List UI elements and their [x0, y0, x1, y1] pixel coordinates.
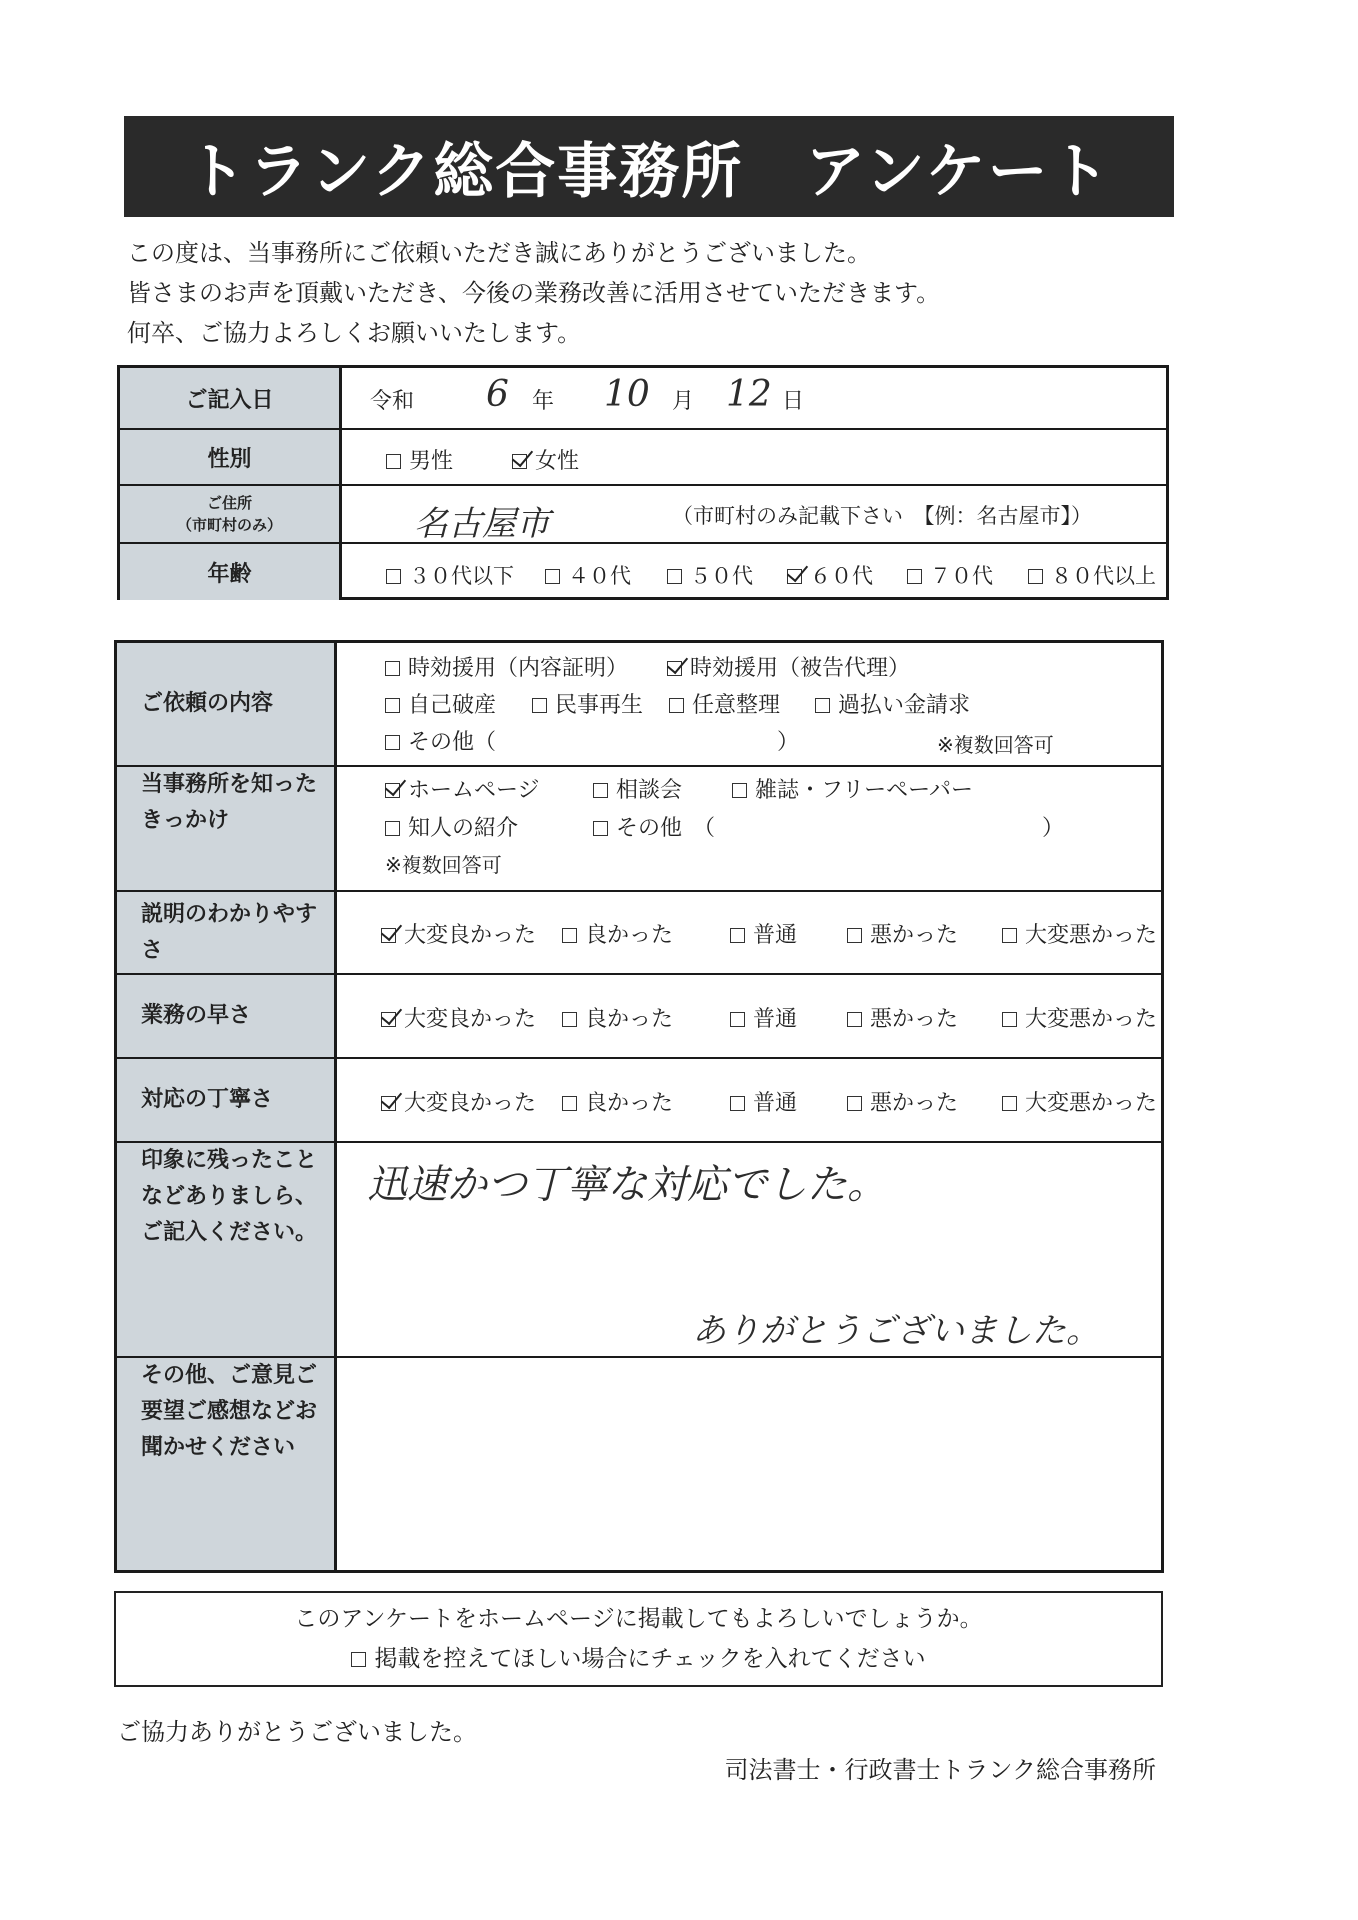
rating-option[interactable]: 悪かった [847, 918, 958, 949]
rating-option[interactable]: 普通 [730, 1086, 797, 1117]
age-option[interactable]: ５０代 [667, 560, 753, 590]
age-option[interactable]: ４０代 [545, 560, 631, 590]
source-option[interactable]: 知人の紹介 [385, 811, 518, 842]
checkbox-icon[interactable] [385, 821, 400, 836]
checkbox-checked-icon[interactable] [381, 928, 396, 943]
other-row [117, 1358, 1161, 1570]
age-row [120, 544, 1166, 600]
source-row [117, 767, 1161, 892]
checkbox-icon[interactable] [385, 698, 400, 713]
checkbox-checked-icon[interactable] [381, 1096, 396, 1111]
address-row [120, 486, 1166, 544]
other-label: その他、ご意見ご 要望ご感想などお 聞かせください [117, 1358, 337, 1570]
request-option[interactable]: 自己破産 [385, 688, 496, 719]
rating-option[interactable]: 大変悪かった [1002, 1086, 1157, 1117]
checkbox-icon[interactable] [562, 928, 577, 943]
checkbox-icon[interactable] [847, 1012, 862, 1027]
rating-row-speed [117, 975, 1161, 1059]
checkbox-icon[interactable] [732, 783, 747, 798]
checkbox-icon[interactable] [1002, 1012, 1017, 1027]
checkbox-icon[interactable] [1028, 569, 1043, 584]
rating-row-courtesy [117, 1059, 1161, 1143]
checkbox-icon[interactable] [815, 698, 830, 713]
source-option-other[interactable]: その他 （ [593, 811, 715, 842]
checkbox-icon[interactable] [593, 783, 608, 798]
rating-option[interactable]: 大変良かった [381, 918, 536, 949]
checkbox-icon[interactable] [385, 661, 400, 676]
checkbox-icon[interactable] [532, 698, 547, 713]
request-option-other[interactable]: その他（ [385, 725, 496, 756]
rating-label: 説明のわかりやす さ [117, 892, 337, 973]
checkbox-checked-icon[interactable] [787, 569, 802, 584]
rating-option[interactable]: 良かった [562, 1002, 673, 1033]
age-option[interactable]: ６０代 [787, 560, 873, 590]
request-option[interactable]: 時効援用（内容証明） [385, 651, 628, 682]
rating-option[interactable]: 大変良かった [381, 1086, 536, 1117]
age-option[interactable]: ８０代以上 [1028, 560, 1156, 590]
impression-handwritten: 迅速かつ丁寧な対応でした。 [367, 1162, 887, 1208]
gender-option-male[interactable]: 男性 [386, 444, 453, 475]
checkbox-checked-icon[interactable] [512, 454, 527, 469]
checkbox-icon[interactable] [730, 1012, 745, 1027]
other-textarea[interactable] [337, 1358, 1161, 1570]
source-option[interactable]: ホームページ [385, 773, 540, 804]
source-close-paren: ） [1042, 816, 1065, 841]
gender-option-female[interactable]: 女性 [512, 444, 579, 475]
survey-title: トランク総合事務所 アンケート [124, 116, 1174, 217]
publish-notice [114, 1591, 1163, 1687]
year-value[interactable]: 6 [486, 374, 509, 415]
checkbox-icon[interactable] [386, 569, 401, 584]
age-option[interactable]: ７０代 [907, 560, 993, 590]
checkbox-icon[interactable] [847, 1096, 862, 1111]
rating-option[interactable]: 大変悪かった [1002, 1002, 1157, 1033]
request-option[interactable]: 民事再生 [532, 688, 643, 719]
rating-row-explanation [117, 892, 1161, 975]
rating-option[interactable]: 普通 [730, 1002, 797, 1033]
request-note: ※複数回答可 [937, 733, 1054, 757]
impression-row [117, 1143, 1161, 1358]
rating-label: 対応の丁寧さ [117, 1059, 337, 1141]
office-name: 司法書士・行政書士トランク総合事務所 [724, 1756, 1156, 1784]
date-label: ご記入日 [120, 368, 342, 428]
day-unit: 日 [782, 389, 805, 414]
day-value[interactable]: 12 [726, 374, 772, 415]
address-label: ご住所 （市町村のみ） [120, 486, 342, 542]
gender-row [120, 430, 1166, 486]
impression-label: 印象に残ったこと などありましら、 ご記入ください。 [117, 1143, 337, 1356]
impression-handwritten-thanks: ありがとうございました。 [692, 1311, 1100, 1351]
checkbox-icon[interactable] [351, 1652, 366, 1667]
age-option[interactable]: ３０代以下 [386, 560, 514, 590]
month-unit: 月 [672, 389, 695, 414]
checkbox-icon[interactable] [1002, 928, 1017, 943]
checkbox-checked-icon[interactable] [667, 661, 682, 676]
source-option[interactable]: 相談会 [593, 773, 682, 804]
request-option[interactable]: 過払い金請求 [815, 688, 970, 719]
basic-info-form [117, 365, 1169, 600]
checkbox-checked-icon[interactable] [385, 783, 400, 798]
date-row [120, 368, 1166, 430]
checkbox-icon[interactable] [667, 569, 682, 584]
source-label: 当事務所を知った きっかけ [117, 767, 337, 890]
rating-option[interactable]: 良かった [562, 918, 673, 949]
rating-option[interactable]: 普通 [730, 918, 797, 949]
checkbox-icon[interactable] [562, 1012, 577, 1027]
year-unit: 年 [532, 389, 555, 414]
survey-form [114, 640, 1164, 1573]
source-option[interactable]: 雑誌・フリーペーパー [732, 773, 973, 804]
impression-textarea[interactable] [337, 1143, 1161, 1356]
rating-option[interactable]: 良かった [562, 1086, 673, 1117]
checkbox-icon[interactable] [385, 735, 400, 750]
closing-text: ご協力ありがとうございました。 [117, 1718, 477, 1746]
checkbox-icon[interactable] [562, 1096, 577, 1111]
age-label: 年齢 [120, 544, 342, 600]
checkbox-checked-icon[interactable] [381, 1012, 396, 1027]
request-option[interactable]: 時効援用（被告代理） [667, 651, 910, 682]
request-row [117, 643, 1161, 767]
intro-line: 何卒、ご協力よろしくお願いいたします。 [127, 319, 582, 347]
checkbox-icon[interactable] [669, 698, 684, 713]
rating-label: 業務の早さ [117, 975, 337, 1057]
request-label: ご依頼の内容 [117, 643, 337, 765]
intro-line: 皆さまのお声を頂戴いただき、今後の業務改善に活用させていただきます。 [127, 279, 941, 307]
intro-line: この度は、当事務所にご依頼いただき誠にありがとうございました。 [127, 239, 871, 267]
request-close-paren: ） [777, 730, 800, 755]
notice-line: このアンケートをホームページに掲載してもよろしいでしょうか。 [294, 1606, 983, 1632]
gender-label: 性別 [120, 430, 342, 484]
rating-option[interactable]: 大変良かった [381, 1002, 536, 1033]
checkbox-icon[interactable] [545, 569, 560, 584]
checkbox-icon[interactable] [386, 454, 401, 469]
checkbox-icon[interactable] [847, 928, 862, 943]
notice-checkbox-option[interactable]: 掲載を控えてほしい場合にチェックを入れてください [116, 1639, 1161, 1679]
request-option[interactable]: 任意整理 [669, 688, 780, 719]
month-value[interactable]: 10 [604, 374, 650, 415]
source-note: ※複数回答可 [385, 853, 502, 877]
era-label: 令和 [370, 389, 415, 414]
checkbox-icon[interactable] [730, 1096, 745, 1111]
checkbox-icon[interactable] [907, 569, 922, 584]
address-note: （市町村のみ記載下さい 【例：名古屋市】） [672, 504, 1092, 528]
rating-option[interactable]: 悪かった [847, 1002, 958, 1033]
checkbox-icon[interactable] [593, 821, 608, 836]
rating-option[interactable]: 悪かった [847, 1086, 958, 1117]
checkbox-icon[interactable] [1002, 1096, 1017, 1111]
address-value[interactable]: 名古屋市 [414, 504, 550, 544]
checkbox-icon[interactable] [730, 928, 745, 943]
rating-option[interactable]: 大変悪かった [1002, 918, 1157, 949]
intro-text [127, 233, 940, 353]
